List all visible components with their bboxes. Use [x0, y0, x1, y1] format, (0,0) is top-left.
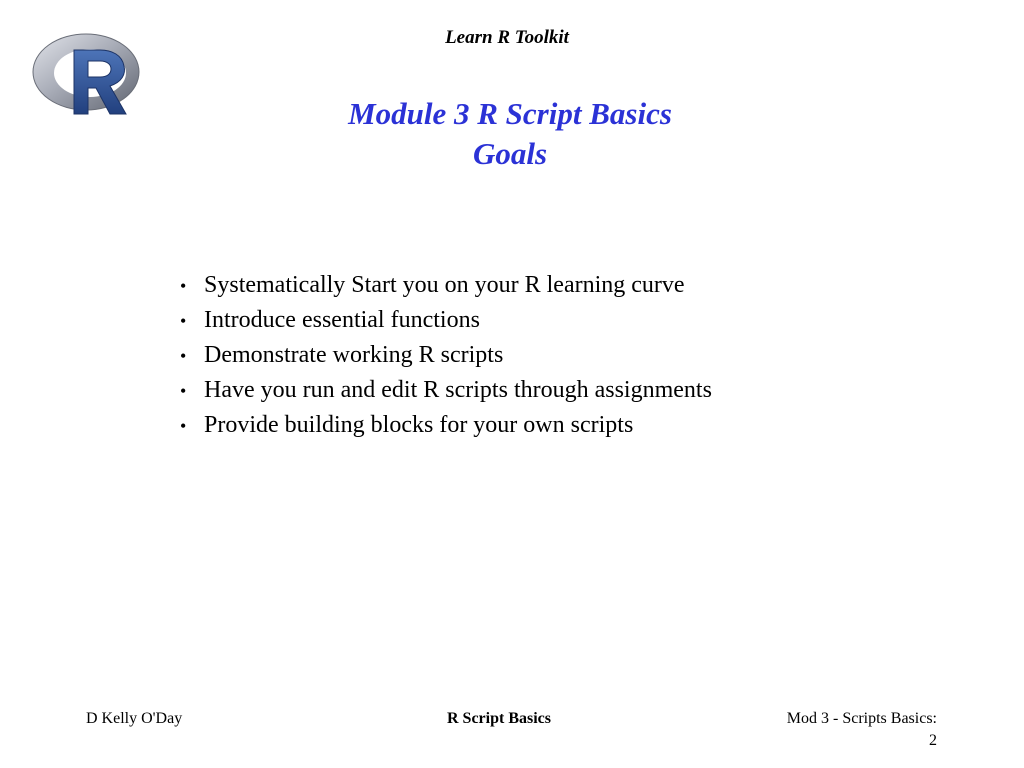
list-item-text: Introduce essential functions — [204, 307, 480, 333]
bullet-icon: • — [180, 381, 187, 401]
list-item — [180, 373, 712, 408]
bullet-icon: • — [180, 311, 187, 331]
list-item — [180, 338, 712, 373]
list-item-text: Demonstrate working R scripts — [204, 342, 504, 368]
footer-author: D Kelly O'Day — [86, 710, 183, 727]
bullet-icon: • — [180, 346, 187, 366]
header-title: Learn R Toolkit — [445, 27, 569, 48]
list-item-text: Provide building blocks for your own scripts — [204, 412, 634, 438]
footer-title: R Script Basics — [447, 710, 551, 727]
goals-list — [180, 268, 712, 443]
list-item — [180, 408, 712, 443]
slide-title — [0, 94, 1020, 174]
list-item-text: Have you run and edit R scripts through assignments — [204, 377, 712, 403]
footer-module: Mod 3 - Scripts Basics: — [786, 710, 937, 727]
slide-number: 2 — [929, 732, 937, 749]
footer-slide-info — [700, 708, 937, 752]
list-item-text: Systematically Start you on your R learning curve — [204, 272, 685, 298]
bullet-icon: • — [180, 416, 187, 436]
bullet-icon: • — [180, 276, 187, 296]
list-item — [180, 303, 712, 338]
slide-title-line1: Module 3 R Script Basics — [348, 96, 672, 131]
list-item — [180, 268, 712, 303]
slide-title-line2: Goals — [472, 136, 548, 171]
